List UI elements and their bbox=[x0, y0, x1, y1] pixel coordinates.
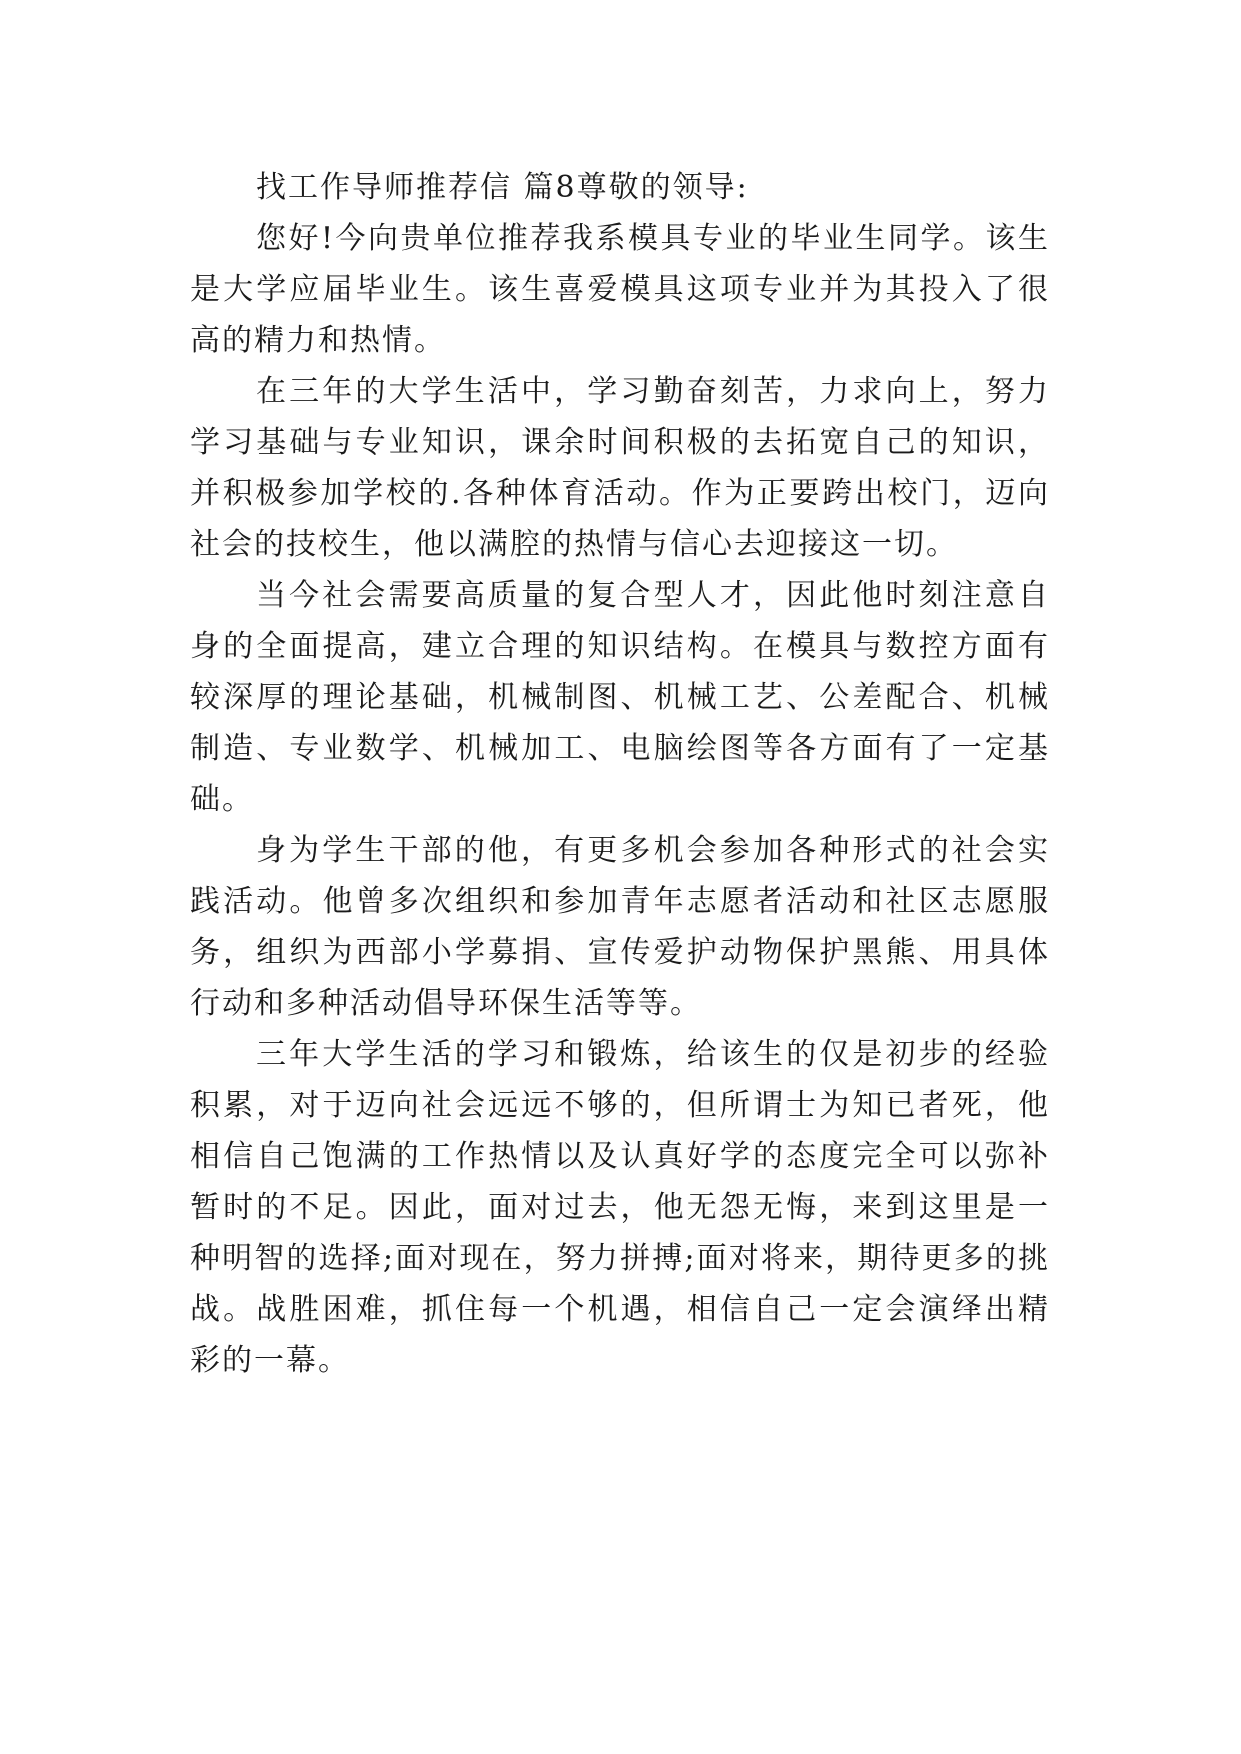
letter-body bbox=[190, 162, 1050, 1386]
letter-heading-line: 找工作导师推荐信 篇8尊敬的领导: bbox=[256, 170, 749, 205]
paragraph-knowledge-structure: 当今社会需要高质量的复合型人才，因此他时刻注意自身的全面提高，建立合理的知识结构。在模具与数控方面有较深厚的理论基础，机械制图、机械工艺、公差配合、机械制造、专业数学、机械加工、电脑绘图等各方面有了一定基础。 bbox=[190, 578, 1050, 817]
paragraph-greeting: 您好!今向贵单位推荐我系模具专业的毕业生同学。该生是大学应届毕业生。该生喜爱模具这项专业并为其投入了很高的精力和热情。 bbox=[190, 221, 1050, 358]
paragraph-university-life: 在三年的大学生活中，学习勤奋刻苦，力求向上，努力学习基础与专业知识，课余时间积极的去拓宽自己的知识，并积极参加学校的.各种体育活动。作为正要跨出校门，迈向社会的技校生，他以满腔的热情与信心去迎接这一切。 bbox=[190, 374, 1050, 562]
paragraph-social-practice: 身为学生干部的他，有更多机会参加各种形式的社会实践活动。他曾多次组织和参加青年志愿者活动和社区志愿服务，组织为西部小学募捐、宣传爱护动物保护黑熊、用具体行动和多种活动倡导环保生活等等。 bbox=[190, 833, 1050, 1021]
paragraph-conclusion: 三年大学生活的学习和锻炼，给该生的仅是初步的经验积累，对于迈向社会远远不够的，但所谓士为知已者死，他相信自己饱满的工作热情以及认真好学的态度完全可以弥补暂时的不足。因此，面对过去，他无怨无悔，来到这里是一种明智的选择;面对现在，努力拼搏;面对将来，期待更多的挑战。战胜困难，抓住每一个机遇，相信自己一定会演绎出精彩的一幕。 bbox=[190, 1037, 1050, 1378]
